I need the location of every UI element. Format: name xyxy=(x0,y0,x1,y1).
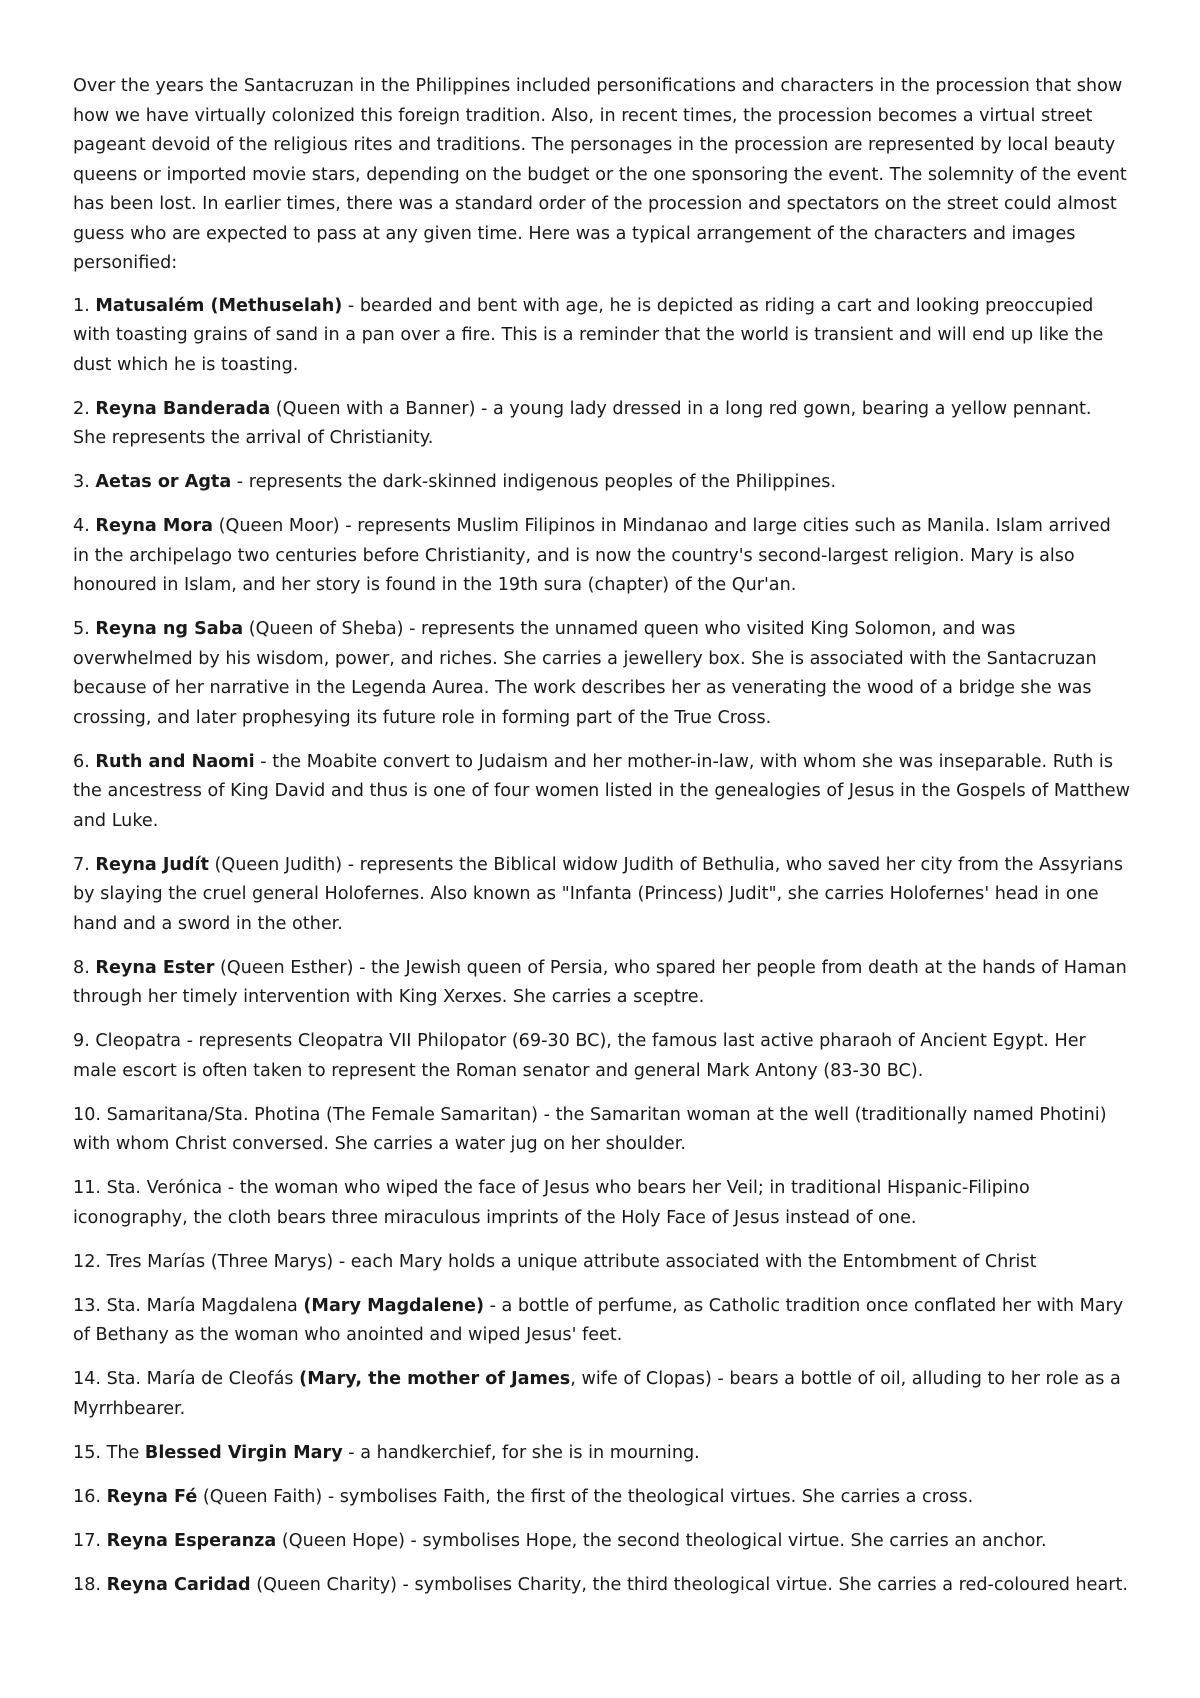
item-name-secondary: (Mary, the mother of James xyxy=(299,1369,571,1389)
item-description: (Queen Esther) - the Jewish queen of Persia, who spared her people from death at the hands of Haman through her timely intervention with King Xerxes. She carries a sceptre. xyxy=(73,957,1127,1007)
procession-list xyxy=(73,292,1130,1601)
list-item xyxy=(73,748,1130,837)
item-number: 11. xyxy=(73,1178,107,1198)
item-number: 16. xyxy=(73,1486,107,1507)
item-number: 7. xyxy=(73,854,96,875)
item-name: Reyna Judít xyxy=(95,854,209,875)
list-item xyxy=(73,1174,1130,1233)
item-name: Ruth and Naomi xyxy=(95,751,255,772)
list-item xyxy=(73,1527,1130,1557)
item-number: 14. xyxy=(73,1369,107,1389)
item-number: 3. xyxy=(73,472,96,492)
item-description: (Queen of Sheba) - represents the unnamed queen who visited King Solomon, and was overwhelmed by his wisdom, power, and riches. She carries a jewellery box. She is associated with the Santacruzan because of her narrative in the Legenda Aurea. The work describes her as venerating the wood of a bridge she was crossing, and later prophesying its future role in forming part of the True Cross. xyxy=(73,619,1097,728)
list-item xyxy=(73,468,1130,498)
item-description: (Queen with a Banner) - a young lady dressed in a long red gown, bearing a yellow pennant. She represents the arrival of Christianity. xyxy=(73,398,1092,448)
list-item xyxy=(73,1571,1130,1601)
item-name: Reyna Fé xyxy=(106,1486,198,1507)
item-description: (Queen Judith) - represents the Biblical widow Judith of Bethulia, who saved her city from the Assyrians by slaying the cruel general Holofernes. Also known as "Infanta (Princess) Judit", she carries Holofernes' head in one hand and a sword in the other. xyxy=(73,854,1123,934)
intro-paragraph: Over the years the Santacruzan in the Philippines included personifications and characters in the procession that show how we have virtually colonized this foreign tradition. Also, in recent times, the procession becomes a virtual street pageant devoid of the religious rites and traditions. The personages in the procession are represented by local beauty queens or imported movie stars, depending on the budget or the one sponsoring the event. The solemnity of the event has been lost. In earlier times, there was a standard order of the procession and spectators on the street could almost guess who are expected to pass at any given time. Here was a typical arrangement of the characters and images personified: xyxy=(73,76,1127,273)
item-number: 17. xyxy=(73,1530,107,1551)
item-name: Reyna Ester xyxy=(95,957,215,978)
list-item xyxy=(73,1292,1130,1351)
item-description: - a handkerchief, for she is in mourning. xyxy=(342,1442,700,1463)
item-description: , wife of Clopas) - bears a bottle of oil, alluding to her role as a Myrrhbearer. xyxy=(73,1369,1121,1419)
item-description: - bearded and bent with age, he is depicted as riding a cart and looking preoccupied with toasting grains of sand in a pan over a fire. This is a reminder that the world is transient and will end up like the dust which he is toasting. xyxy=(73,295,1104,375)
item-description: (Queen Hope) - symbolises Hope, the second theological virtue. She carries an anchor. xyxy=(276,1530,1047,1551)
list-item xyxy=(73,954,1130,1013)
list-item xyxy=(73,1365,1130,1424)
item-prefix: Sta. María Magdalena xyxy=(106,1295,304,1316)
item-number: 5. xyxy=(73,619,96,639)
item-name: Reyna Banderada xyxy=(95,398,271,419)
item-prefix: The xyxy=(106,1442,145,1463)
item-name: Reyna Caridad xyxy=(106,1574,251,1595)
item-description: (Queen Charity) - symbolises Charity, the third theological virtue. She carries a red-coloured heart. xyxy=(250,1574,1129,1595)
item-description: - represents the dark-skinned indigenous peoples of the Philippines. xyxy=(231,472,837,492)
list-item xyxy=(73,395,1130,454)
list-item xyxy=(73,1248,1130,1278)
item-description: Samaritana/Sta. Photina (The Female Samaritan) - the Samaritan woman at the well (traditionally named Photini) with whom Christ conversed. She carries a water jug on her shoulder. xyxy=(73,1104,1107,1154)
item-number: 6. xyxy=(73,751,96,772)
item-name-secondary: Blessed Virgin Mary xyxy=(144,1442,343,1463)
item-name: Matusalém (Methuselah) xyxy=(95,295,343,316)
item-number: 4. xyxy=(73,516,96,536)
list-item xyxy=(73,1483,1130,1513)
item-description: (Queen Faith) - symbolises Faith, the first of the theological virtues. She carries a cross. xyxy=(197,1486,974,1507)
list-item xyxy=(73,1101,1130,1160)
item-name: Aetas or Agta xyxy=(95,472,232,492)
list-item xyxy=(73,1027,1130,1086)
item-number: 9. xyxy=(73,1031,96,1051)
item-number: 12. xyxy=(73,1251,107,1272)
item-description: (Queen Moor) - represents Muslim Filipinos in Mindanao and large cities such as Manila. Islam arrived in the archipelago two centuries before Christianity, and is now the country's second-largest religion. Mary is also honoured in Islam, and her story is found in the 19th sura (chapter) of the Qur'an. xyxy=(73,516,1111,595)
item-number: 13. xyxy=(73,1295,107,1316)
item-number: 18. xyxy=(73,1574,107,1595)
item-name-secondary: (Mary Magdalene) xyxy=(303,1295,484,1316)
item-description: Tres Marías (Three Marys) - each Mary holds a unique attribute associated with the Entombment of Christ xyxy=(106,1251,1037,1272)
item-description: Cleopatra - represents Cleopatra VII Philopator (69-30 BC), the famous last active pharaoh of Ancient Egypt. Her male escort is often taken to represent the Roman senator and general Mark Antony (83-30 BC). xyxy=(73,1031,1086,1081)
list-item xyxy=(73,615,1130,733)
list-item xyxy=(73,851,1130,940)
item-number: 8. xyxy=(73,957,96,978)
list-item xyxy=(73,1439,1130,1469)
item-number: 2. xyxy=(73,398,96,419)
item-description: - a bottle of perfume, as Catholic tradition once conflated her with Mary of Bethany as the woman who anointed and wiped Jesus' feet. xyxy=(73,1295,1124,1345)
list-item xyxy=(73,292,1130,381)
item-description: Sta. Verónica - the woman who wiped the face of Jesus who bears her Veil; in traditional Hispanic-Filipino iconography, the cloth bears three miraculous imprints of the Holy Face of Jesus instead of one. xyxy=(73,1178,1030,1228)
item-name: Reyna ng Saba xyxy=(95,619,244,639)
item-name: Reyna Esperanza xyxy=(106,1530,277,1551)
item-description: - the Moabite convert to Judaism and her mother-in-law, with whom she was inseparable. Ruth is the ancestress of King David and thus is one of four women listed in the genealogies of Jesus in the Gospels of Matthew and Luke. xyxy=(73,751,1130,831)
item-number: 15. xyxy=(73,1442,107,1463)
item-number: 10. xyxy=(73,1104,107,1125)
list-item xyxy=(73,512,1130,601)
item-prefix: Sta. María de Cleofás xyxy=(106,1369,300,1389)
item-number: 1. xyxy=(73,295,96,316)
item-name: Reyna Mora xyxy=(95,516,214,536)
